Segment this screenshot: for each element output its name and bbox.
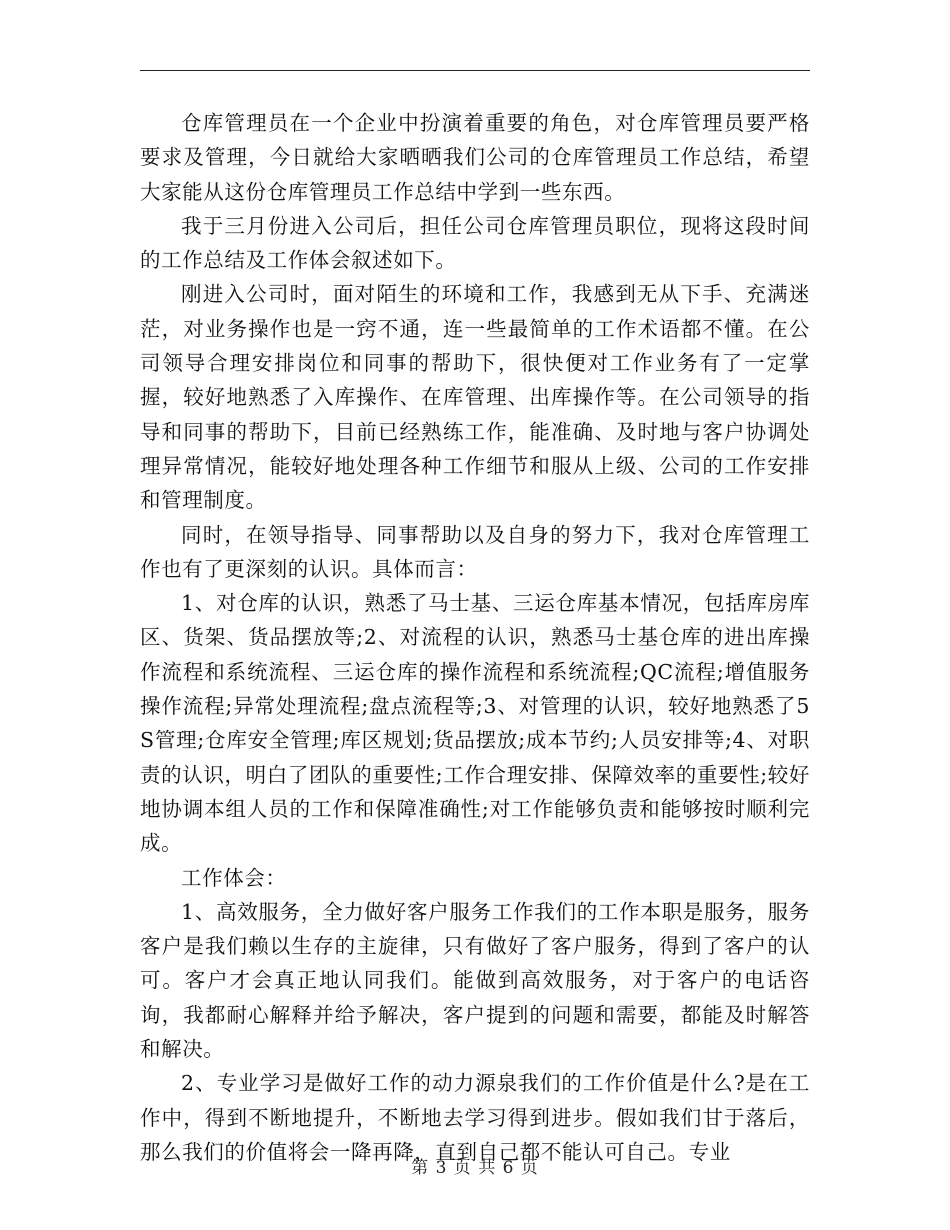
document-body — [140, 106, 810, 1169]
paragraph-onboarding: 刚进入公司时，面对陌生的环境和工作，我感到无从下手、充满迷茫，对业务操作也是一窍不通，连一些最简单的工作术语都不懂。在公司领导合理安排岗位和同事的帮助下，很快便对工作业务有了一定掌握，较好地熟悉了入库操作、在库管理、出库操作等。在公司领导的指导和同事的帮助下，目前已经熟练工作，能准确、及时地与客户协调处理异常情况，能较好地处理各种工作细节和服从上级、公司的工作安排和管理制度。 — [140, 282, 810, 513]
paragraph-understanding: 同时，在领导指导、同事帮助以及自身的努力下，我对仓库管理工作也有了更深刻的认识。具体而言： — [140, 522, 810, 581]
paragraph-opening: 我于三月份进入公司后，担任公司仓库管理员职位，现将这段时间的工作总结及工作体会叙述如下。 — [140, 213, 810, 273]
page-number: 第 3 页 共 6 页 — [411, 1158, 539, 1178]
header-rule — [140, 70, 810, 71]
paragraph-experience-2: 2、专业学习是做好工作的动力源泉我们的工作价值是什么?是在工作中，得到不断地提升，不断地去学习得到进步。假如我们甘于落后，那么我们的价值将会一降再降，直到自己都不能认可自己。专业 — [140, 1071, 810, 1164]
paragraph-understanding-list: 1、对仓库的认识，熟悉了马士基、三运仓库基本情况，包括库房库区、货架、货品摆放等;2、对流程的认识，熟悉马士基仓库的进出库操作流程和系统流程、三运仓库的操作流程和系统流程;QC流程;增值服务操作流程;异常处理流程;盘点流程等;3、对管理的认识，较好地熟悉了5S管理;仓库安全管理;库区规划;货品摆放;成本节约;人员安排等;4、对职责的认识，明白了团队的重要性;工作合理安排、保障效率的重要性;较好地协调本组人员的工作和保障准确性;对工作能够负责和能够按时顺利完成。 — [140, 591, 810, 856]
paragraph-experience-heading: 工作体会： — [181, 865, 287, 890]
paragraph-intro: 仓库管理员在一个企业中扮演着重要的角色，对仓库管理员要严格要求及管理，今日就给大家晒晒我们公司的仓库管理员工作总结，希望大家能从这份仓库管理员工作总结中学到一些东西。 — [140, 111, 810, 204]
paragraph-experience-1: 1、高效服务，全力做好客户服务工作我们的工作本职是服务，服务客户是我们赖以生存的主旋律，只有做好了客户服务，得到了客户的认可。客户才会真正地认同我们。能做到高效服务，对于客户的电话咨询，我都耐心解释并给予解决，客户提到的问题和需要，都能及时解答和解决。 — [140, 899, 810, 1062]
